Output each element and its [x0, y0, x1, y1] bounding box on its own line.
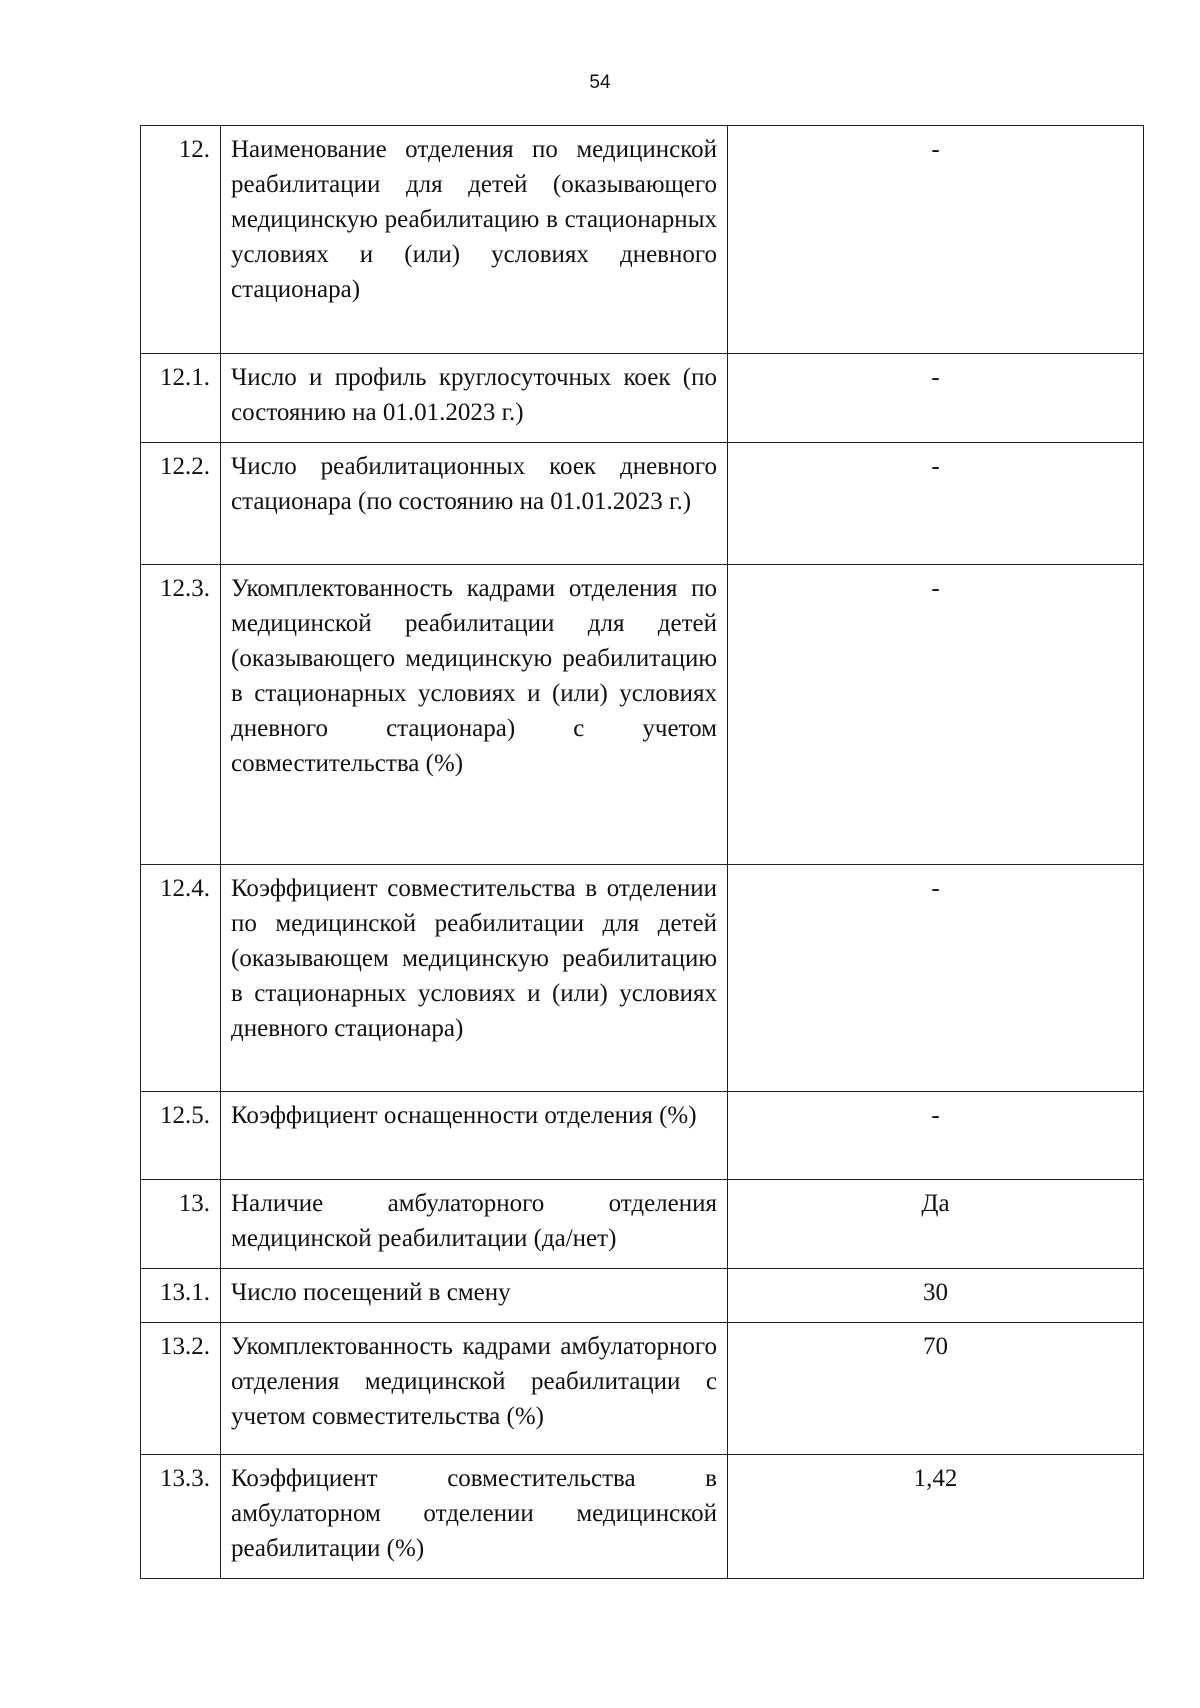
row-value: -: [728, 565, 1144, 865]
row-description: Укомплектованность кадрами амбулаторного отделения медицинской реабилитации с учетом совместительства (%): [221, 1323, 728, 1455]
table-row: [141, 1092, 1144, 1180]
table-row: [141, 443, 1144, 565]
row-value: -: [728, 1092, 1144, 1180]
row-description: Число посещений в смену: [221, 1269, 728, 1323]
row-value: -: [728, 865, 1144, 1092]
table-row: [141, 865, 1144, 1092]
data-table: [140, 125, 1144, 1579]
table-row: [141, 354, 1144, 443]
row-description: Укомплектованность кадрами отделения по медицинской реабилитации для детей (оказывающего медицинскую реабилитацию в стационарных условиях и (или) условиях дневного стационара) с учетом совместительства (%): [221, 565, 728, 865]
row-description: Число реабилитационных коек дневного стационара (по состоянию на 01.01.2023 г.): [221, 443, 728, 565]
row-value: -: [728, 126, 1144, 354]
table-row: [141, 565, 1144, 865]
row-number: 13.: [141, 1180, 221, 1269]
row-description: Коэффициент совместительства в амбулаторном отделении медицинской реабилитации (%): [221, 1455, 728, 1579]
row-number: 13.3.: [141, 1455, 221, 1579]
row-value: Да: [728, 1180, 1144, 1269]
row-number: 12.: [141, 126, 221, 354]
row-number: 12.4.: [141, 865, 221, 1092]
row-description: Наименование отделения по медицинской реабилитации для детей (оказывающего медицинскую реабилитацию в стационарных условиях и (или) условиях дневного стационара): [221, 126, 728, 354]
table-row: [141, 1180, 1144, 1269]
row-value: 30: [728, 1269, 1144, 1323]
row-number: 13.2.: [141, 1323, 221, 1455]
row-value: 1,42: [728, 1455, 1144, 1579]
row-value: -: [728, 443, 1144, 565]
table-row: [141, 1455, 1144, 1579]
row-number: 12.3.: [141, 565, 221, 865]
row-number: 12.1.: [141, 354, 221, 443]
page-number: 54: [589, 72, 611, 93]
row-value: -: [728, 354, 1144, 443]
row-number: 12.2.: [141, 443, 221, 565]
table-row: [141, 126, 1144, 354]
row-description: Коэффициент совместительства в отделении по медицинской реабилитации для детей (оказывающем медицинскую реабилитацию в стационарных условиях и (или) условиях дневного стационара): [221, 865, 728, 1092]
table-row: [141, 1269, 1144, 1323]
row-description: Наличие амбулаторного отделения медицинской реабилитации (да/нет): [221, 1180, 728, 1269]
row-number: 13.1.: [141, 1269, 221, 1323]
row-number: 12.5.: [141, 1092, 221, 1180]
row-description: Число и профиль круглосуточных коек (по состоянию на 01.01.2023 г.): [221, 354, 728, 443]
table-row: [141, 1323, 1144, 1455]
row-value: 70: [728, 1323, 1144, 1455]
row-description: Коэффициент оснащенности отделения (%): [221, 1092, 728, 1180]
